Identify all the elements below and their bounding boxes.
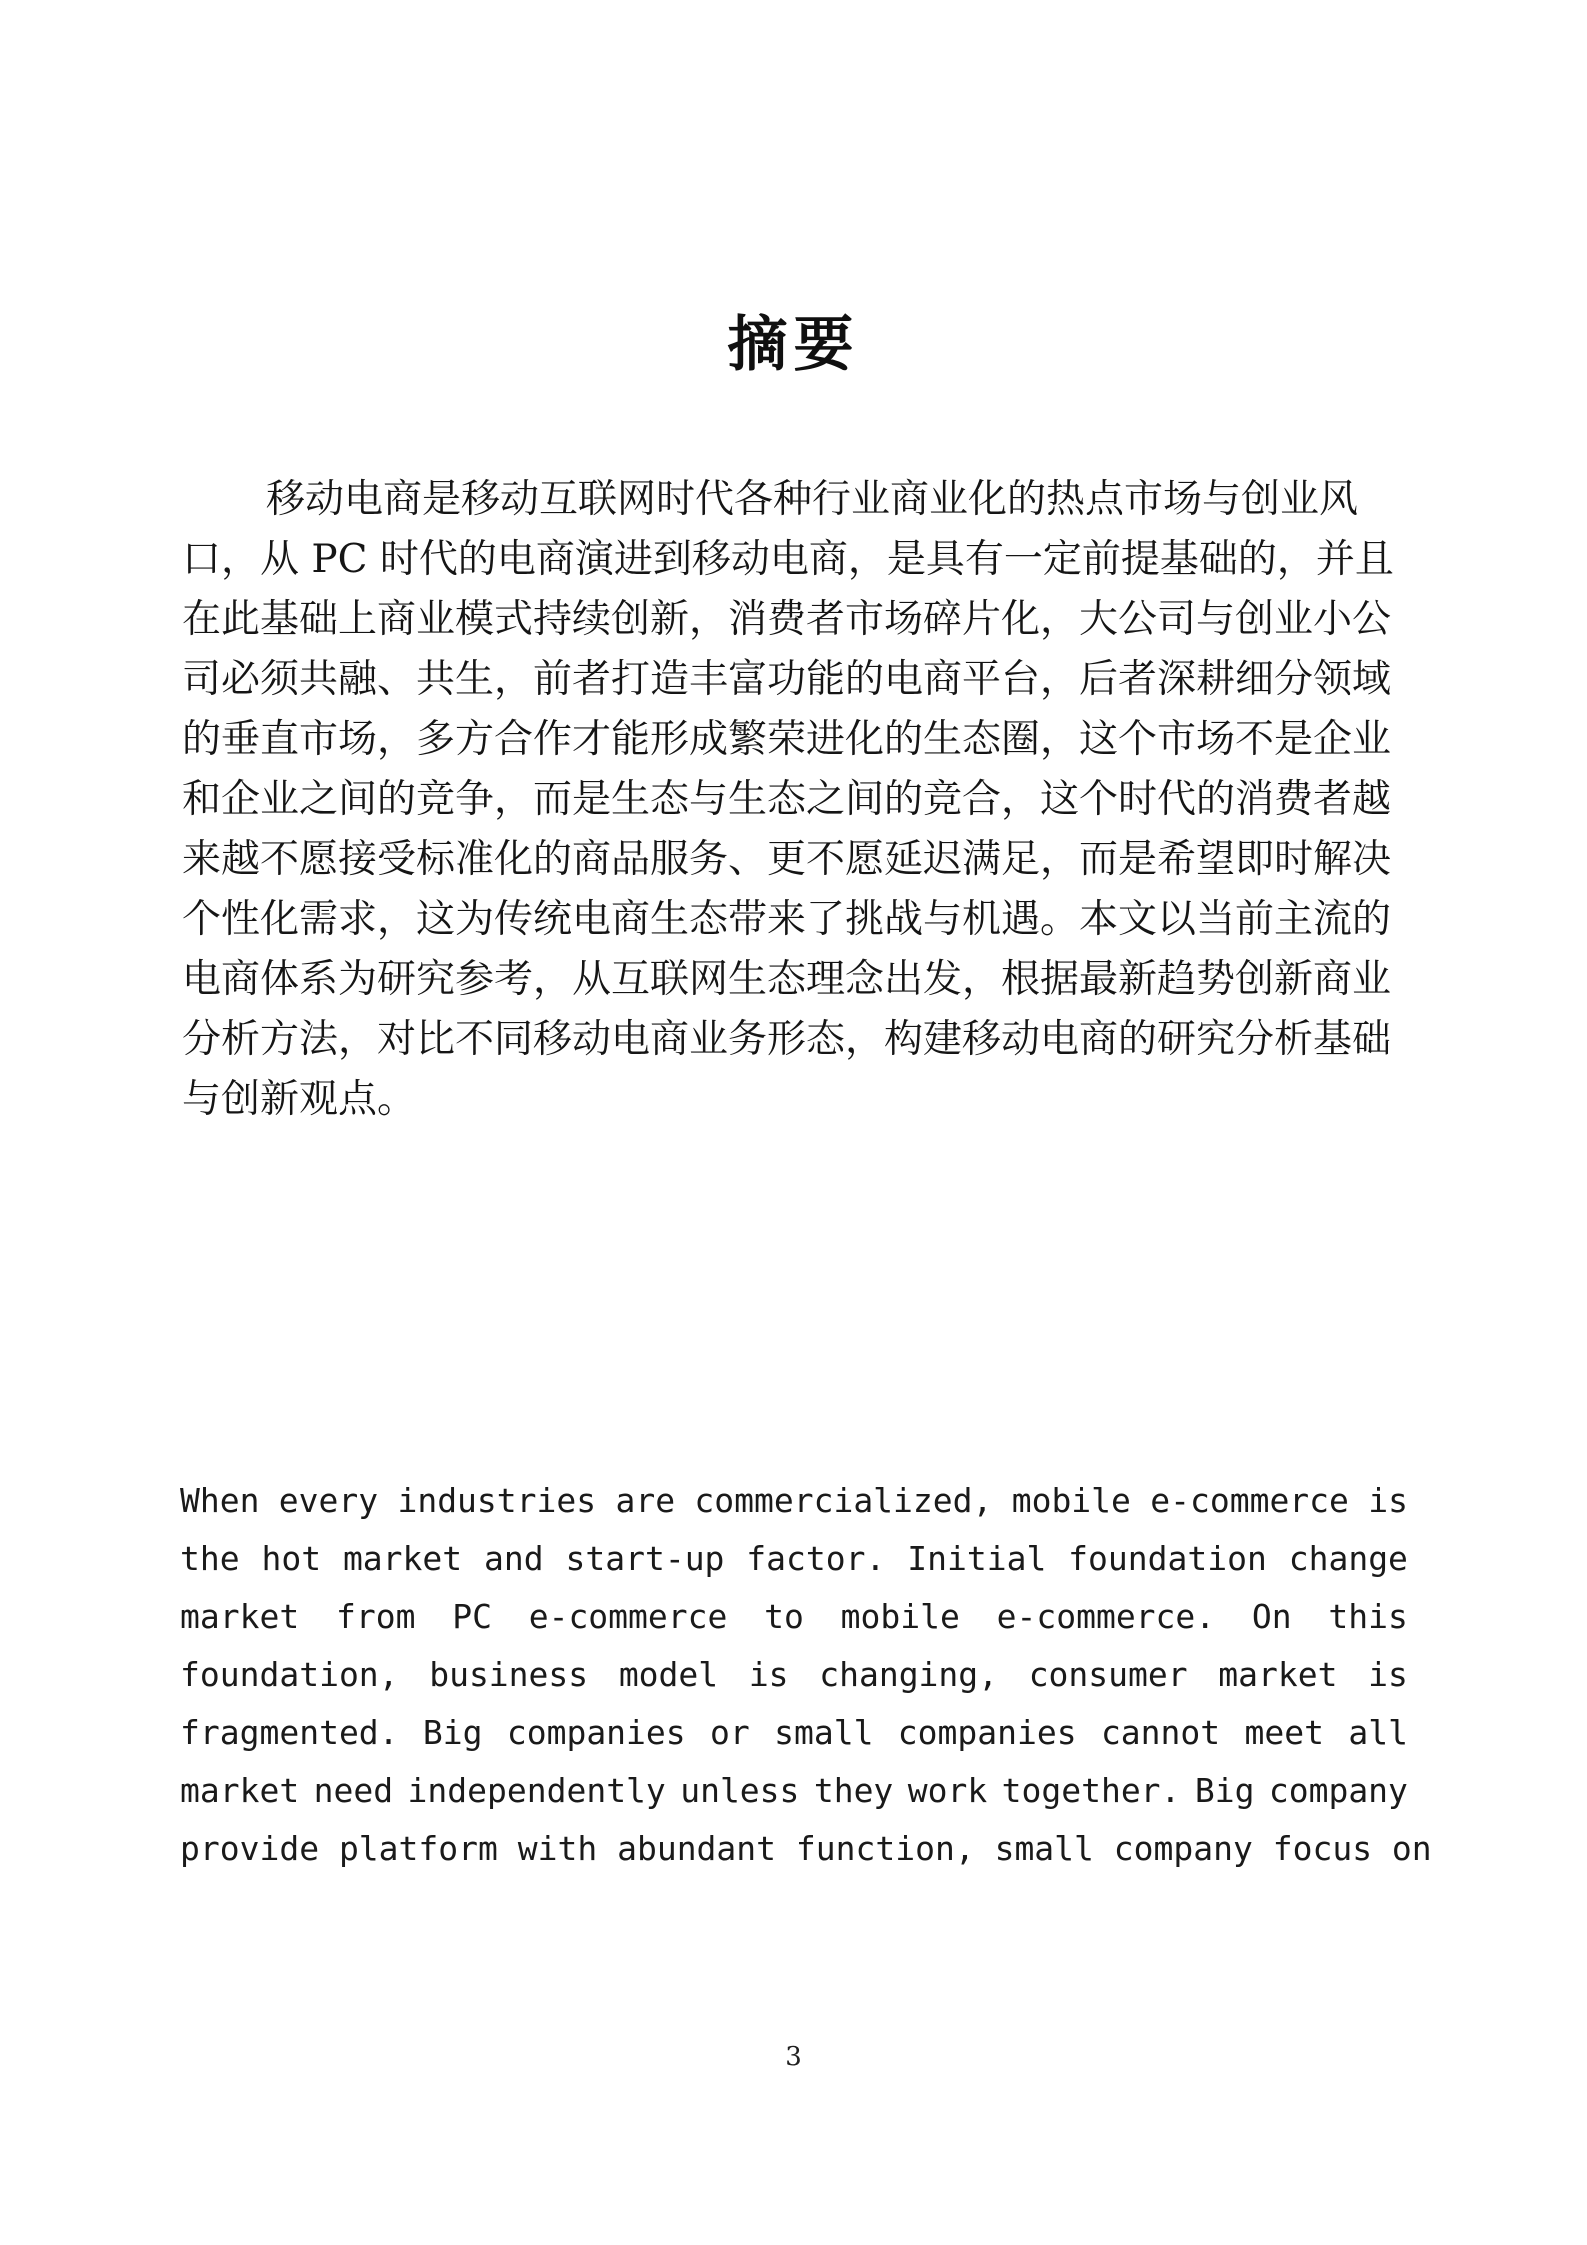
english-line: market from PC e-commerce to mobile e-commerce. On this <box>180 1597 1408 1636</box>
chinese-line: 分析方法，对比不同移动电商业务形态，构建移动电商的研究分析基础 <box>182 1017 1392 1062</box>
chinese-abstract-paragraph <box>182 470 1406 1130</box>
english-line: the hot market and start-up factor. Initial foundation change <box>180 1539 1408 1578</box>
english-line: market need independently unless they work together. Big company <box>180 1771 1408 1810</box>
english-abstract-paragraph <box>180 1472 1432 1878</box>
chinese-line: 移动电商是移动互联网时代各种行业商业化的热点市场与创业风 <box>266 477 1359 522</box>
english-line: provide platform with abundant function, small company focus on <box>180 1829 1432 1868</box>
english-line: When every industries are commercialized, mobile e-commerce is <box>180 1481 1408 1520</box>
chinese-line: 电商体系为研究参考，从互联网生态理念出发，根据最新趋势创新商业 <box>182 957 1392 1002</box>
page-number: 3 <box>785 2042 802 2072</box>
chinese-line: 口，从 PC 时代的电商演进到移动电商，是具有一定前提基础的，并且 <box>182 537 1394 582</box>
chinese-line: 与创新观点。 <box>182 1077 417 1122</box>
chinese-line: 和企业之间的竞争，而是生态与生态之间的竞合，这个时代的消费者越 <box>182 777 1392 822</box>
chinese-line: 的垂直市场，多方合作才能形成繁荣进化的生态圈，这个市场不是企业 <box>182 717 1392 762</box>
chinese-line: 个性化需求，这为传统电商生态带来了挑战与机遇。本文以当前主流的 <box>182 897 1392 942</box>
chinese-line: 来越不愿接受标准化的商品服务、更不愿延迟满足，而是希望即时解决 <box>182 837 1392 882</box>
english-line: foundation, business model is changing, consumer market is <box>180 1655 1408 1694</box>
chinese-line: 司必须共融、共生，前者打造丰富功能的电商平台，后者深耕细分领域 <box>182 657 1392 702</box>
chinese-line: 在此基础上商业模式持续创新，消费者市场碎片化，大公司与创业小公 <box>182 597 1392 642</box>
page-title: 摘要 <box>727 310 860 380</box>
english-line: fragmented. Big companies or small companies cannot meet all <box>180 1713 1408 1752</box>
